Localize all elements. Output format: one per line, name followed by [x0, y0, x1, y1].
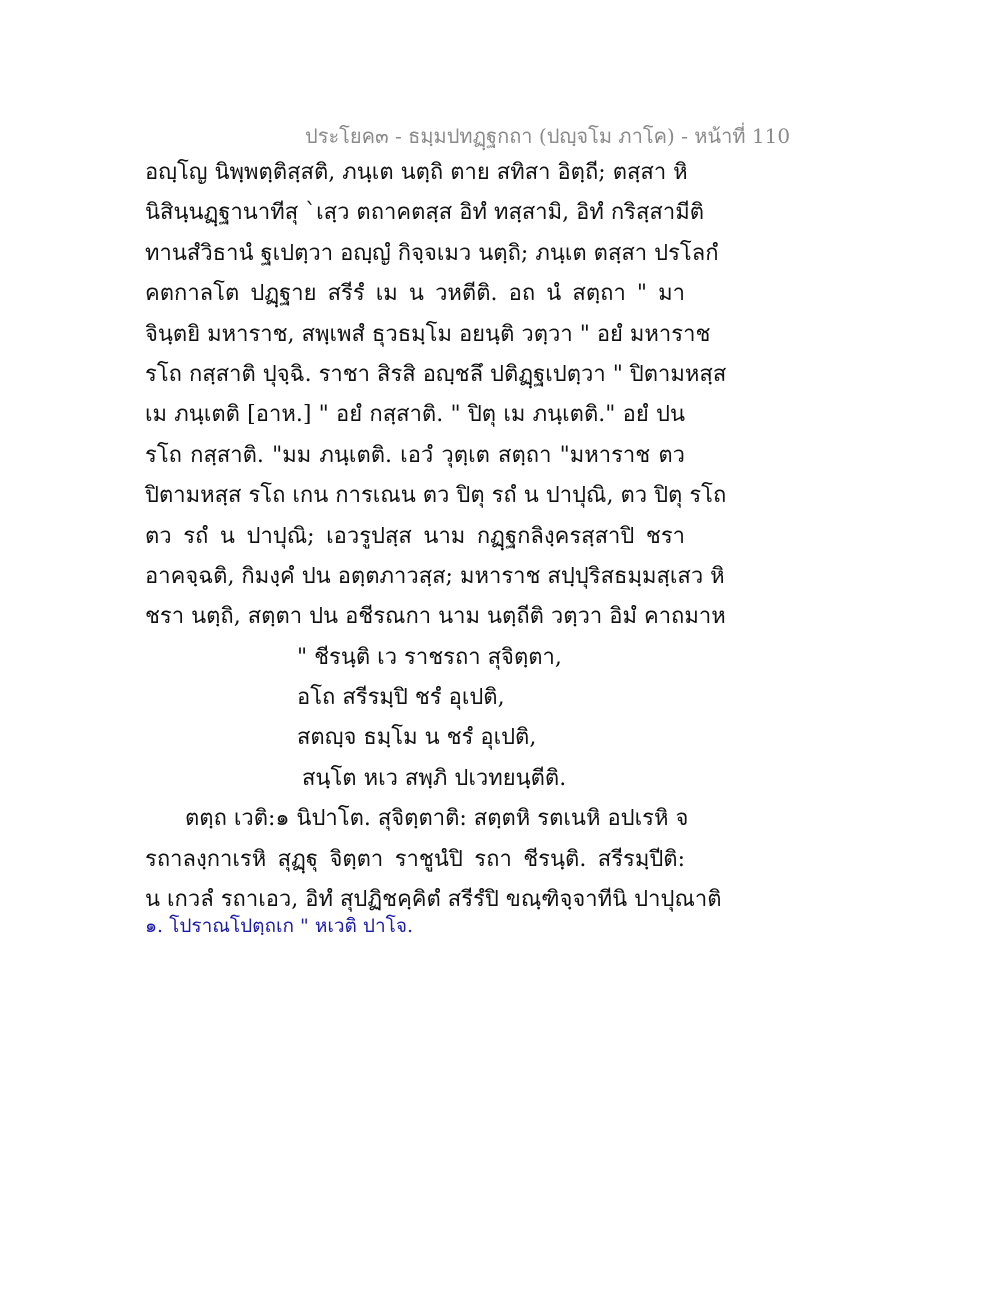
running-header: ประโยค๓ - ธมฺมปทฏฺฐกถา (ปญฺจโม ภาโค) - หน้าที่ 110: [305, 124, 791, 148]
footnote: ๑. โปราณโปตฺถเก " หเวติ ปาโจ.: [145, 915, 414, 937]
body-line: ปิตามหสฺส รโถ เกน การเณน ตว ปิตุ รถํ น ปาปุณิ, ตว ปิตุ รโถ: [145, 483, 727, 509]
verse-line: อโถ สรีรมฺปิ ชรํ อุเปติ,: [297, 685, 505, 711]
body-line: นิสินฺนฏฺฐานาทีสุ `เสฺว ตถาคตสฺส อิทํ ทสฺสามิ, อิทํ กริสฺสามีติ: [145, 200, 704, 226]
body-line: อาคจฺฉติ, กิมงฺคํ ปน อตฺตภาวสฺส; มหาราช สปฺปุริสธมฺมสฺเสว หิ: [145, 563, 725, 589]
body-line: อญฺโญ นิพฺพตฺติสฺสติ, ภนฺเต นตฺถิ ตาย สทิสา อิตฺถี; ตสฺสา หิ: [145, 160, 688, 185]
body-line: รโถ กสฺสาติ. "มม ภนฺเตติ. เอวํ วุตฺเต สตฺถา "มหาราช ตว: [145, 442, 685, 468]
body-line: ทานสํวิธานํ ฐเปตฺวา อญฺญํ กิจฺจเมว นตฺถิ; ภนฺเต ตสฺสา ปรโลกํ: [145, 240, 719, 266]
body-line: คตกาลโต ปฏฺฐาย สรีรํ เม น วหตีติ. อถ นํ สตฺถา " มา: [145, 281, 685, 307]
body-text: [145, 157, 727, 924]
body-line: ตว รถํ น ปาปุณิ; เอวรูปสฺส นาม กฏฺฐกลิงฺครสฺสาปิ ชรา: [145, 523, 685, 549]
body-line: รโถ กสฺสาติ ปุจฺฉิ. ราชา สิรสิ อญฺชลึ ปติฏฺฐเปตฺวา " ปิตามหสฺส: [145, 361, 727, 387]
commentary-line: ตตฺถ เวติ:๑ นิปาโต. สุจิตฺตาติ: สตฺตหิ รตเนหิ อปเรหิ จ: [185, 806, 689, 832]
body-line: ชรา นตฺถิ, สตฺตา ปน อชีรณกา นาม นตฺถีติ วตฺวา อิมํ คาถมาห: [145, 604, 726, 630]
verse-line: " ชีรนฺติ เว ราชรถา สุจิตฺตา,: [297, 644, 562, 670]
commentary-line: น เกวลํ รถาเอว, อิทํ สุปฏิชคฺคิตํ สรีรํปิ ขณฺฑิจฺจาทีนิ ปาปุณาติ: [145, 887, 722, 913]
verse-line: สนฺโต หเว สพฺภิ ปเวทยนฺตีติ.: [302, 765, 567, 791]
commentary-line: รถาลงฺกาเรหิ สุฏฺฐุ จิตฺตา ราชูนํปิ รถา ชีรนฺติ. สรีรมฺปีติ:: [145, 846, 685, 872]
body-line: จินฺตยิ มหาราช, สพฺเพสํ ธุวธมฺโม อยนฺติ วตฺวา " อยํ มหาราช: [145, 321, 711, 347]
body-line: เม ภนฺเตติ [อาห.] " อยํ กสฺสาติ. " ปิตุ เม ภนฺเตติ." อยํ ปน: [145, 402, 685, 428]
verse-line: สตญฺจ ธมฺโม น ชรํ อุเปติ,: [297, 725, 537, 751]
